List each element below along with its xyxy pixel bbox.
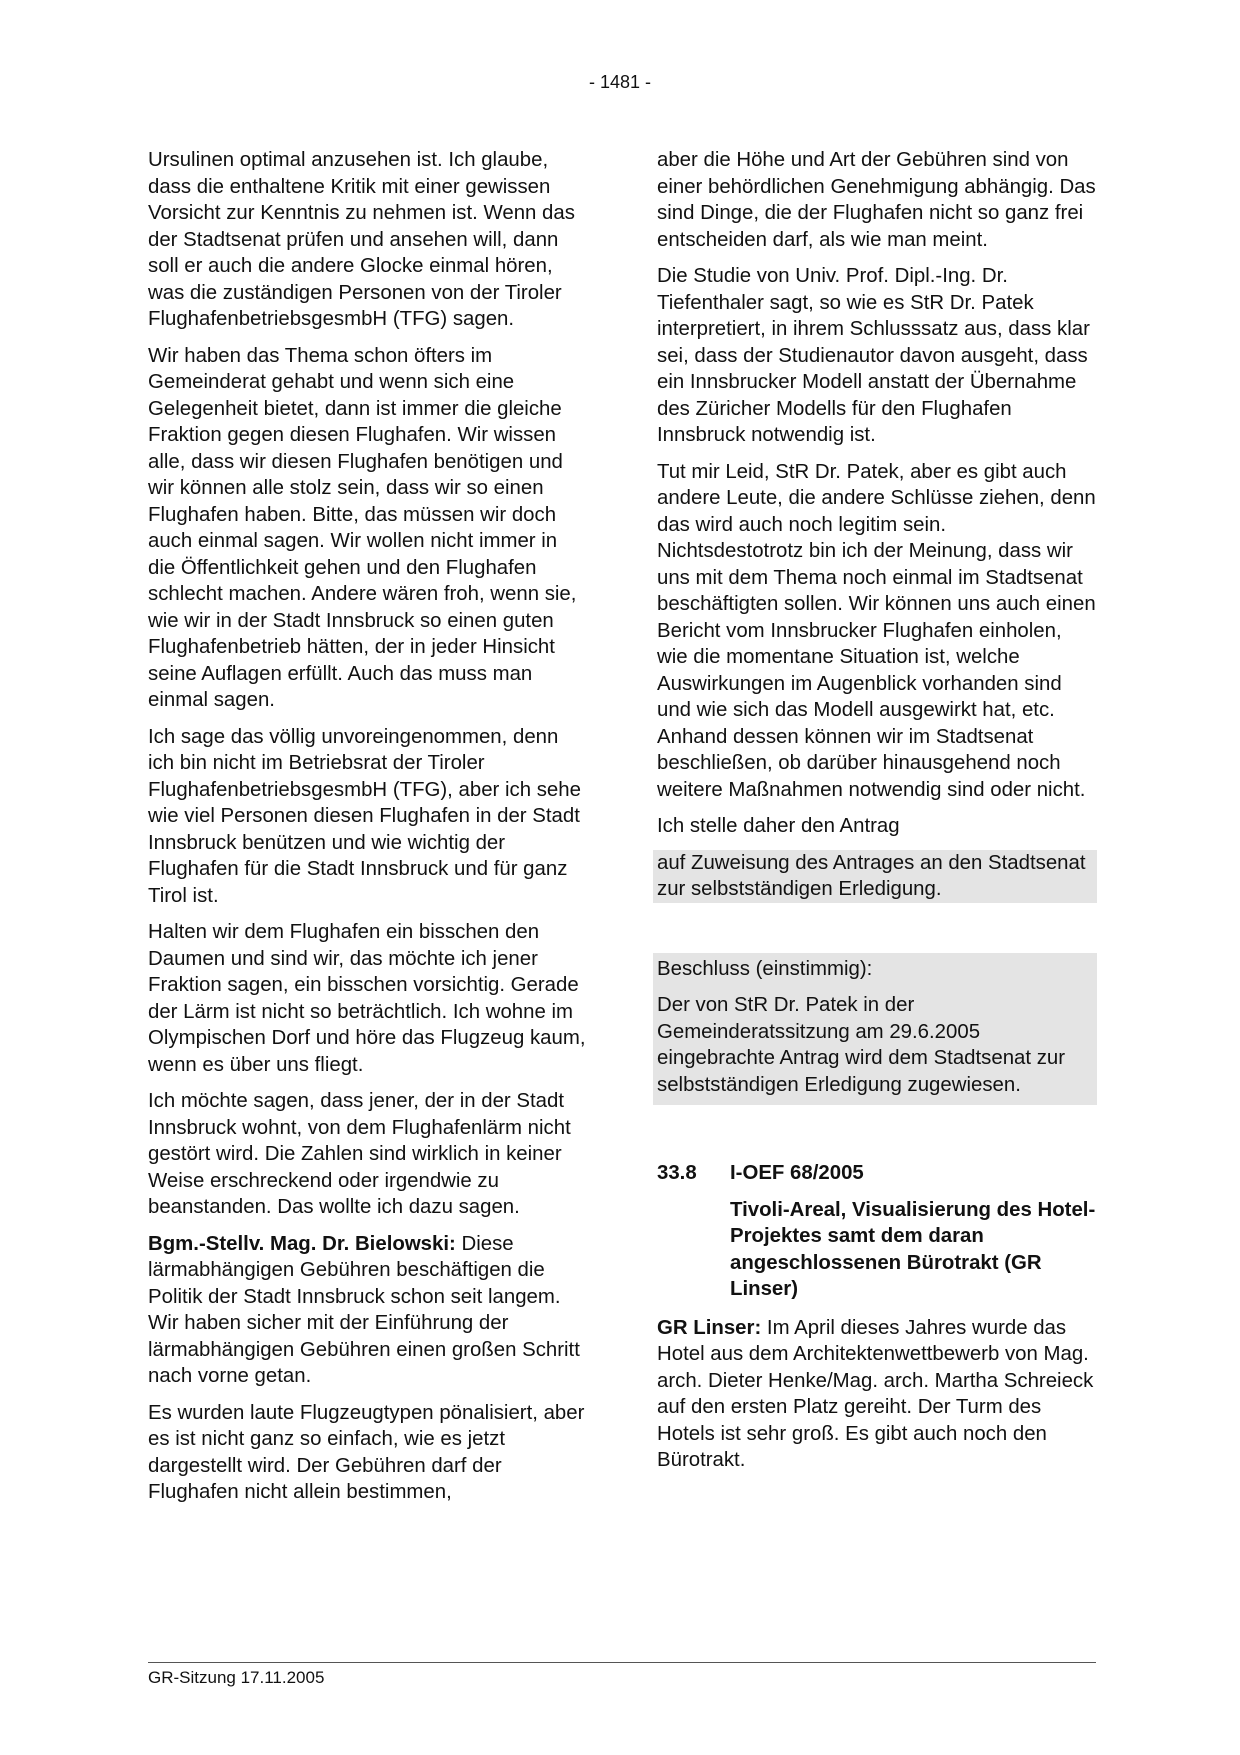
paragraph: Ich stelle daher den Antrag (657, 815, 900, 837)
page-number: - 1481 - (588, 72, 652, 92)
speaker-name: Bgm.-Stellv. Mag. Dr. Bielowski: (148, 1232, 456, 1255)
speech-text: Diese lärmabhängigen Gebühren beschäftigen die Politik der Stadt Innsbruck schon seit langem. Wir haben sicher mit der Einführung der lärmabhängigen Gebühren einen großen Schritt nach vorne getan. (148, 1232, 580, 1387)
agenda-item-title: Tivoli-Areal, Visualisierung des Hotel-Projektes samt dem daran angeschlossenen Bürotrakt (GR Linser) (730, 1198, 1096, 1300)
agenda-item-number: 33.8 (657, 1162, 697, 1184)
paragraph: Die Studie von Univ. Prof. Dipl.-Ing. Dr. Tiefenthaler sagt, so wie es StR Dr. Patek interpretiert, in ihrem Schlusssatz aus, dass klar sei, dass der Studienautor davon ausgeht, dass ein Innsbrucker Modell anstatt der Übernahme des Züricher Modells für den Flughafen Innsbruck notwendig ist. (657, 265, 1090, 446)
resolution-text: Der von StR Dr. Patek in der Gemeinderatssitzung am 29.6.2005 eingebrachte Antrag wird dem Stadtsenat zur selbstständigen Erledigung zugewiesen. (657, 994, 1066, 1096)
footer-divider (148, 1662, 1096, 1663)
paragraph: Tut mir Leid, StR Dr. Patek, aber es gibt auch andere Leute, die andere Schlüsse ziehen, denn das wird auch noch legitim sein. Nichtsdestotrotz bin ich der Meinung, dass wir uns mit dem Thema noch einmal im Stadtsenat beschäftigten sollen. Wir können uns auch einen Bericht vom Innsbrucker Flughafen einholen, wie die momentane Situation ist, welche Auswirkungen im Augenblick vorhanden sind und wie sich das Modell ausgewirkt hat, etc. Anhand dessen können wir im Stadtsenat beschließen, ob darüber hinausgehend noch weitere Maßnahmen notwendig sind oder nicht. (657, 460, 1096, 801)
right-column (657, 147, 1097, 1484)
paragraph: Ursulinen optimal anzusehen ist. Ich glaube, dass die enthaltene Kritik mit einer gewissen Vorsicht zur Kenntnis zu nehmen ist. Wenn das der Stadtsenat prüfen und ansehen will, dann soll er auch die andere Glocke einmal hören, was die zuständigen Personen von der Tiroler FlughafenbetriebsgesmbH (TFG) sagen. (148, 149, 575, 330)
paragraph: Ich sage das völlig unvoreingenommen, denn ich bin nicht im Betriebsrat der Tiroler FlughafenbetriebsgesmbH (TFG), aber ich sehe wie viel Personen diesen Flughafen in der Stadt Innsbruck benützen und wie wichtig der Flughafen für die Stadt Innsbruck und für ganz Tirol ist. (148, 725, 581, 907)
left-column (148, 147, 588, 1516)
resolution-block (653, 953, 1097, 1106)
speaker-name: GR Linser: (657, 1316, 762, 1339)
agenda-item-code: I-OEF 68/2005 (730, 1162, 864, 1184)
paragraph: Ich möchte sagen, dass jener, der in der Stadt Innsbruck wohnt, von dem Flughafenlärm nicht gestört wird. Die Zahlen sind wirklich in keiner Weise erschreckend oder irgendwie zu beanstanden. Das wollte ich dazu sagen. (148, 1090, 571, 1218)
paragraph: Wir haben das Thema schon öfters im Gemeinderat gehabt und wenn sich eine Gelegenheit bietet, dann ist immer die gleiche Fraktion gegen diesen Flughafen. Wir wissen alle, dass wir diesen Flughafen benötigen und wir können alle stolz sein, dass wir so einen Flughafen haben. Bitte, das müssen wir doch auch einmal sagen. Wir wollen nicht immer in die Öffentlichkeit gehen und den Flughafen schlecht machen. Andere wären froh, wenn sie, wie wir in der Stadt Innsbruck so einen guten Flughafenbetrieb hätten, der in jeder Hinsicht seine Auflagen erfüllt. Auch das muss man einmal sagen. (148, 344, 577, 711)
paragraph: Es wurden laute Flugzeugtypen pönalisiert, aber es ist nicht ganz so einfach, wie es jetzt dargestellt wird. Der Gebühren darf der Flughafen nicht allein bestimmen, (148, 1401, 585, 1503)
resolution-label: Beschluss (einstimmig): (657, 957, 873, 980)
paragraph (148, 1231, 588, 1390)
footer-text: GR-Sitzung 17.11.2005 (148, 1668, 325, 1687)
paragraph: aber die Höhe und Art der Gebühren sind von einer behördlichen Genehmigung abhängig. Das sind Dinge, die der Flughafen nicht so ganz frei entscheiden darf, als wie man meint. (657, 149, 1096, 251)
paragraph: Halten wir dem Flughafen ein bisschen den Daumen und sind wir, das möchte ich jener Fraktion sagen, ein bisschen vorsichtig. Gerade der Lärm ist nicht so beträchtlich. Ich wohne im Olympischen Dorf und höre das Flugzeug kaum, wenn es über uns fliegt. (148, 921, 586, 1076)
speech-text: Im April dieses Jahres wurde das Hotel aus dem Architektenwettbewerb von Mag. arch. Dieter Henke/Mag. arch. Martha Schreieck auf den ersten Platz gereiht. Der Turm des Hotels ist sehr groß. Es gibt auch noch den Bürotrakt. (657, 1316, 1094, 1471)
agenda-item-heading (657, 1160, 1097, 1187)
paragraph (657, 1315, 1097, 1474)
motion-text: auf Zuweisung des Antrages an den Stadtsenat zur selbstständigen Erledigung. (653, 850, 1097, 903)
